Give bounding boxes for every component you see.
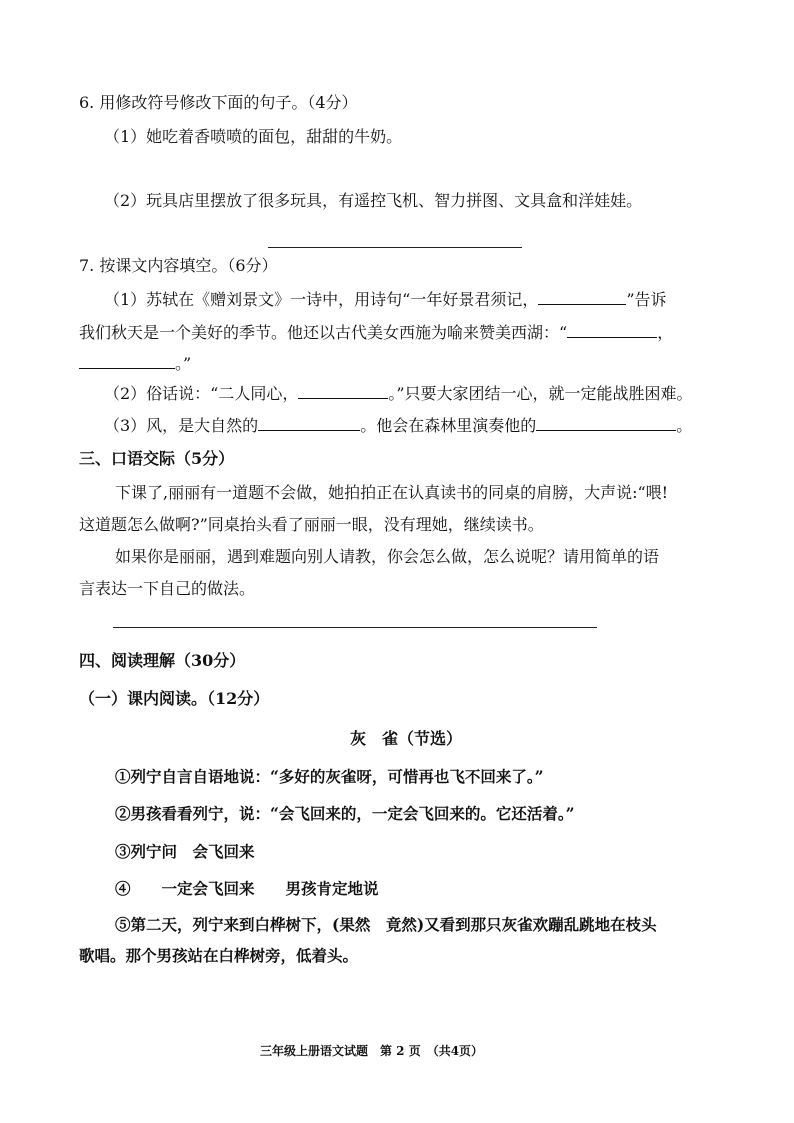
q7-item-2 [104,382,693,405]
q7-item-3-text-b: 。他会在森林里演奏他的 [360,416,537,435]
page-footer: 三年级上册语文试题 第 2 页 （共4页） [260,1044,484,1058]
section-3-para-1-a: 下课了,丽丽有一道题不会做，她拍拍正在认真读书的同桌的肩膀，大声说:“喂! [115,483,669,502]
passage-para-1: ①列宁自言自语地说：“多好的灰雀呀，可惜再也飞不回来了。” [115,767,544,786]
q7-item-1-text-e: 。” [175,354,192,373]
faint-divider [268,247,522,248]
passage-para-4: ④ 一定会飞回来 男孩肯定地说 [115,879,379,898]
q7-item-1-text-c: 我们秋天是一个美好的季节。他还以古代美女西施为喻来赞美西湖：“ [79,323,568,342]
answer-blank[interactable] [536,414,676,431]
answer-blank[interactable] [298,382,388,399]
q7-item-1-text-d: ， [657,323,674,342]
section-3-para-2-a: 如果你是丽丽，遇到难题向别人请教，你会怎么做，怎么说呢？请用简单的语 [115,547,660,566]
answer-blank[interactable] [567,321,657,338]
answer-line[interactable] [113,627,597,628]
section-4-sub-1: （一）课内阅读。（12分） [79,689,270,708]
q7-item-1-text-b: ”告诉 [626,290,667,309]
q7-item-3 [104,414,692,437]
section-4-heading: 四、阅读理解（30分） [79,651,246,670]
answer-blank[interactable] [258,414,360,431]
q7-item-1-line-2 [79,321,673,344]
section-3-para-2-b: 言表达一下自己的做法。 [79,579,256,598]
q7-title: 7. 按课文内容填空。（6分） [79,256,278,275]
q6-title: 6. 用修改符号修改下面的句子。（4分） [79,93,358,112]
answer-blank[interactable] [538,288,626,305]
q7-item-2-text-b: 。”只要大家团结一心，就一定能战胜困难。 [388,384,693,403]
q7-item-2-text-a: （2）俗话说：“二人同心， [104,384,299,403]
q7-item-1-line-3 [79,352,191,375]
q7-item-3-text-a: （3）风，是大自然的 [104,416,259,435]
q6-item-1: （1）她吃着香喷喷的面包，甜甜的牛奶。 [104,127,403,146]
section-3-heading: 三、口语交际（5分） [79,449,235,468]
passage-para-3: ③列宁问 会飞回来 [115,842,255,861]
passage-para-5-a: ⑤第二天，列宁来到白桦树下，(果然 竟然)又看到那只灰雀欢蹦乱跳地在枝头 [115,915,657,934]
q7-item-3-text-c: 。 [676,416,693,435]
q7-item-1-line-1 [104,288,667,311]
passage-para-2: ②男孩看看列宁，说：“会飞回来的，一定会飞回来的。它还活着。” [115,804,575,823]
q6-item-2: （2）玩具店里摆放了很多玩具，有遥控飞机、智力拼图、文具盒和洋娃娃。 [104,191,643,210]
passage-title: 灰 雀（节选） [350,729,463,748]
section-3-para-1-b: 这道题怎么做啊?”同桌抬头看了丽丽一眼，没有理她，继续读书。 [79,515,544,534]
answer-blank[interactable] [79,352,175,369]
q7-item-1-text-a: （1）苏轼在《赠刘景文》一诗中，用诗句“一年好景君须记， [104,290,539,309]
passage-para-5-b: 歌唱。那个男孩站在白桦树旁，低着头。 [79,946,359,965]
